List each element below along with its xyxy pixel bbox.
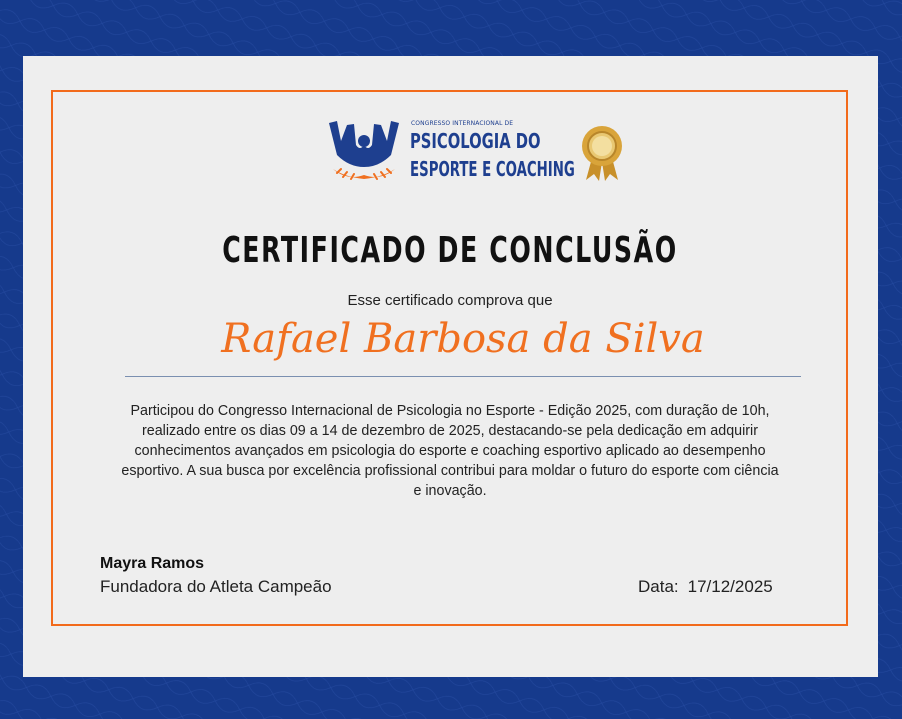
- date-label: Data:: [638, 577, 679, 596]
- certificate-date: [638, 577, 773, 597]
- award-medal-icon: [580, 124, 624, 182]
- certificate-title: CERTIFICADO DE CONCLUSÃO: [222, 230, 678, 271]
- winged-figure-logo-icon: [327, 117, 401, 187]
- logo-subtitle: CONGRESSO INTERNACIONAL DE: [411, 120, 514, 127]
- recipient-name: Rafael Barbosa da Silva: [221, 316, 705, 362]
- name-underline: [125, 376, 801, 377]
- date-value: 17/12/2025: [687, 577, 773, 596]
- certificate-body: Participou do Congresso Internacional de Psicologia no Esporte - Edição 2025, com duração de 10h, realizado entre os dias 09 a 14 de dezembro de 2025, destacando-se pela dedicação em adquirir conhecimentos avançados em psicologia do esporte e coaching esportivo aplicado ao desempenho esportivo. A sua busca por excelência profissional contribui para moldar o futuro do esporte com ciência e inovação.: [121, 403, 779, 499]
- logo-title-line1: PSICOLOGIA DO: [410, 129, 541, 153]
- signatory-name: Mayra Ramos: [100, 555, 205, 572]
- logo-title-line2: ESPORTE E COACHING: [410, 157, 575, 181]
- certificate-intro: Esse certificado comprova que: [347, 292, 553, 309]
- congress-logo: [327, 117, 575, 189]
- signatory-role: Fundadora do Atleta Campeão: [100, 577, 332, 596]
